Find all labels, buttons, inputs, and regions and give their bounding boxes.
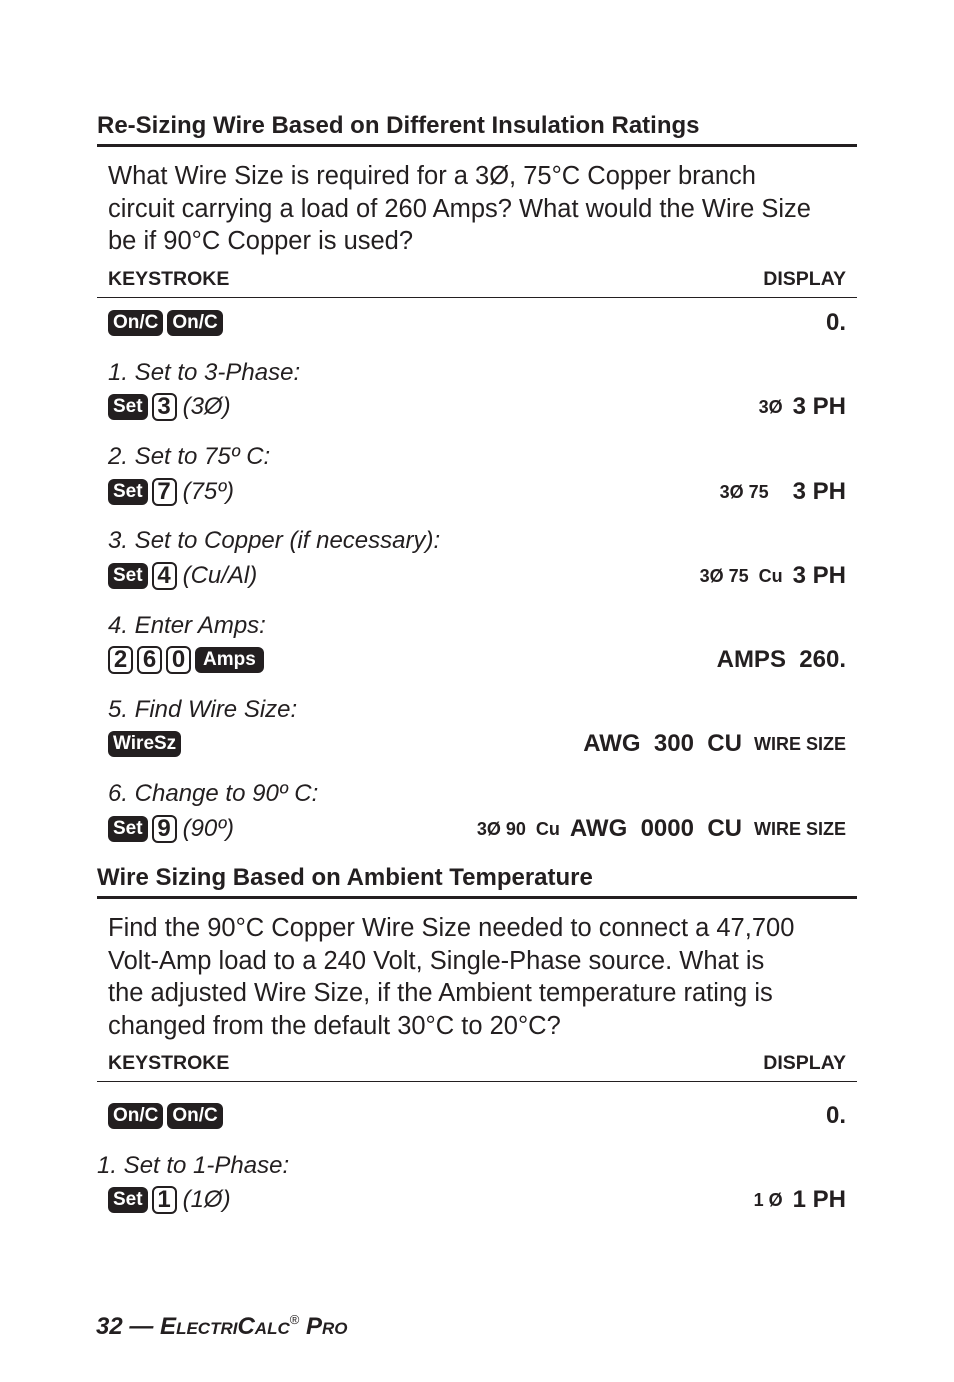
digit-4-key[interactable]: 4 (152, 562, 177, 590)
display-value: 1 PH (792, 1186, 846, 1213)
step-label: 1. Set to 3-Phase: (108, 359, 301, 386)
key-note: (75º) (182, 478, 235, 505)
section-title-ambient: Wire Sizing Based on Ambient Temperature (97, 864, 857, 899)
digit-0-key[interactable]: 0 (166, 646, 191, 674)
keystroke-row (108, 812, 846, 846)
display-annunciator: 3Ø 75 Cu (699, 565, 783, 586)
on-c-key[interactable]: On/C (167, 310, 222, 336)
step-label: 2. Set to 75º C: (108, 443, 271, 470)
keystroke-row-init (108, 306, 846, 340)
keystroke-row (108, 390, 846, 424)
question-line: circuit carrying a load of 260 Amps? What would the Wire Size (108, 194, 811, 223)
keystroke-row (108, 1183, 846, 1217)
question-line: What Wire Size is required for a 3Ø, 75°C Copper branch (108, 162, 756, 190)
question-line: be if 90°C Copper is used? (108, 227, 414, 255)
page-number: 32 (96, 1313, 123, 1340)
digit-7-key[interactable]: 7 (152, 478, 177, 506)
digit-6-key[interactable]: 6 (137, 646, 162, 674)
step-label: 5. Find Wire Size: (108, 696, 298, 723)
display-annunciator: 3Ø (758, 396, 783, 417)
display-suffix: WIRE SIZE (753, 818, 846, 839)
display-value: AMPS 260. (716, 646, 846, 673)
wiresz-key[interactable]: WireSz (108, 731, 181, 757)
question-line: Volt-Amp load to a 240 Volt, Single-Phase source. What is (108, 946, 765, 975)
display-value: 0. (825, 1102, 846, 1129)
question-line: the adjusted Wire Size, if the Ambient temperature rating is (108, 979, 773, 1007)
step-label: 3. Set to Copper (if necessary): (108, 527, 441, 554)
set-key[interactable]: Set (108, 816, 148, 842)
display-header: DISPLAY (763, 268, 846, 290)
step-label: 6. Change to 90º C: (108, 780, 319, 807)
display-suffix: WIRE SIZE (753, 733, 846, 754)
set-key[interactable]: Set (108, 563, 148, 589)
keystroke-row (108, 643, 846, 677)
header-rule (97, 297, 857, 298)
keystroke-header: KEYSTROKE (108, 1052, 230, 1074)
set-key[interactable]: Set (108, 394, 148, 420)
set-key[interactable]: Set (108, 1187, 148, 1213)
product-name: ELECTRICALC® PRO (160, 1312, 348, 1340)
keystroke-row-init (108, 1099, 846, 1133)
digit-2-key[interactable]: 2 (108, 646, 133, 674)
question-text-2 (108, 912, 858, 1042)
key-note: (Cu/Al) (182, 562, 258, 589)
key-note: (3Ø) (182, 393, 231, 420)
footer-dash: — (129, 1313, 154, 1340)
question-text-1 (108, 160, 858, 258)
digit-1-key[interactable]: 1 (152, 1186, 177, 1214)
keystroke-header: KEYSTROKE (108, 268, 230, 290)
key-note: (1Ø) (182, 1186, 231, 1213)
keystroke-row (108, 475, 846, 509)
display-value: AWG 0000 CU (569, 815, 742, 842)
display-value: 3 PH (792, 393, 846, 420)
registered-mark: ® (289, 1312, 300, 1327)
display-annunciator: 3Ø 75 (719, 481, 769, 502)
digit-3-key[interactable]: 3 (152, 393, 177, 421)
header-rule (97, 1081, 857, 1082)
display-annunciator: 3Ø 90 Cu (476, 818, 560, 839)
set-key[interactable]: Set (108, 479, 148, 505)
display-value: 0. (825, 309, 846, 336)
column-headers-1 (108, 268, 846, 290)
display-annunciator: 1 Ø (753, 1189, 783, 1210)
column-headers-2 (108, 1052, 846, 1074)
page-footer (96, 1312, 348, 1341)
display-value: 3 PH (792, 478, 846, 505)
on-c-key[interactable]: On/C (167, 1103, 222, 1129)
key-note: (90º) (182, 815, 235, 842)
section-title-resizing: Re-Sizing Wire Based on Different Insulation Ratings (97, 112, 857, 147)
question-line: changed from the default 30°C to 20°C? (108, 1011, 561, 1040)
display-value: AWG 300 CU (583, 730, 742, 757)
on-c-key[interactable]: On/C (108, 310, 163, 336)
keystroke-row (108, 559, 846, 593)
digit-9-key[interactable]: 9 (152, 815, 177, 843)
question-line: Find the 90°C Copper Wire Size needed to connect a 47,700 (108, 914, 795, 942)
step-label: 4. Enter Amps: (108, 612, 266, 639)
display-value: 3 PH (792, 562, 846, 589)
step-label: 1. Set to 1-Phase: (97, 1152, 290, 1179)
display-header: DISPLAY (763, 1052, 846, 1074)
keystroke-row (108, 727, 846, 761)
on-c-key[interactable]: On/C (108, 1103, 163, 1129)
amps-key[interactable]: Amps (195, 647, 264, 673)
